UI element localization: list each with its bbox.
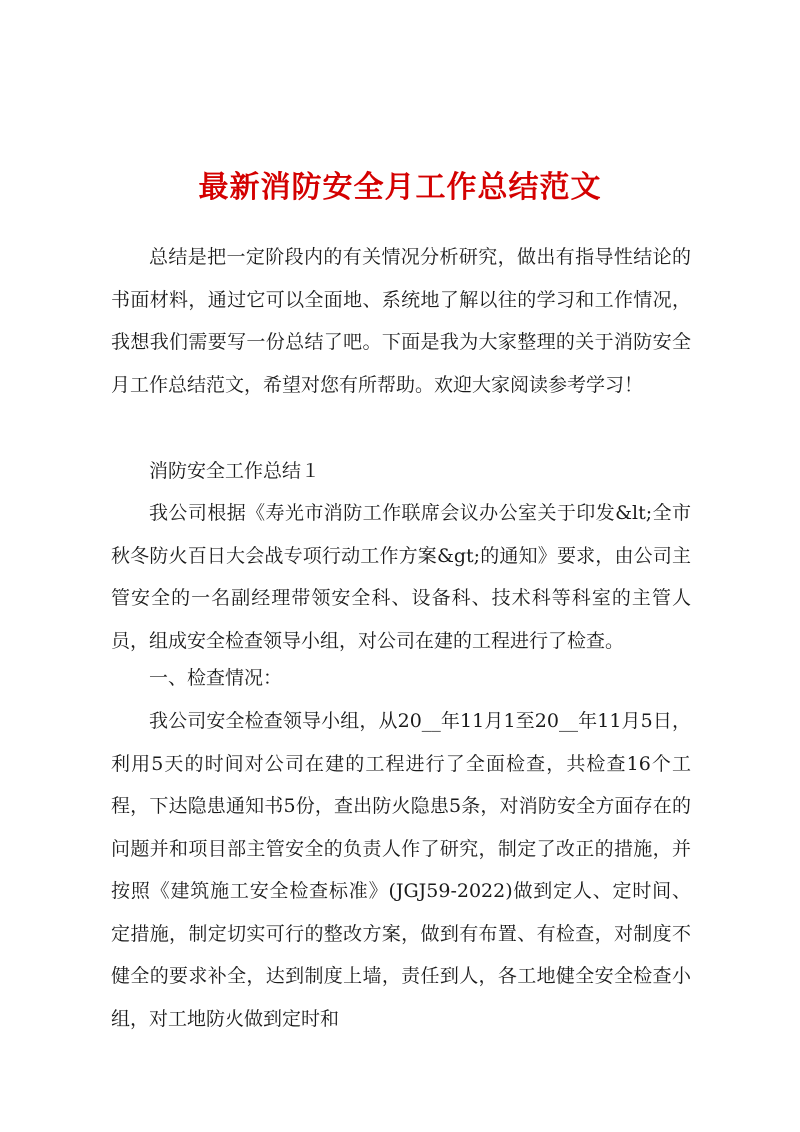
- paragraph-notice: 我公司根据《寿光市消防工作联席会议办公室关于印发&lt;全市秋冬防火百日大会战专项行动工作方案&gt;的通知》要求，由公司主管安全的一名副经理带领安全科、设备科、技术科等科室的主管人员，组成安全检查领导小组，对公司在建的工程进行了检查。: [111, 502, 691, 652]
- subheading-inspection: 一、检查情况：: [149, 667, 283, 689]
- paragraph-inspection: 我公司安全检查领导小组，从20__年11月1至20__年11月5日，利用5天的时间对公司在建的工程进行了全面检查，共检查16个工程，下达隐患通知书5份，查出防火隐患5条，对消防安全方面存在的问题并和项目部主管安全的负责人作了研究，制定了改正的措施，并按照《建筑施工安全检查标准》(JGJ59-2022)做到定人、定时间、定措施，制定切实可行的整改方案，做到有布置、有检查，对制度不健全的要求补全，达到制度上墙，责任到人，各工地健全安全检查小组，对工地防火做到定时和: [111, 710, 691, 1030]
- intro-paragraph: 总结是把一定阶段内的有关情况分析研究，做出有指导性结论的书面材料，通过它可以全面地、系统地了解以往的学习和工作情况，我想我们需要写一份总结了吧。下面是我为大家整理的关于消防安全月工作总结范文，希望对您有所帮助。欢迎大家阅读参考学习！: [111, 246, 691, 396]
- document-title: 最新消防安全月工作总结范文: [198, 170, 602, 205]
- section-title: 消防安全工作总结１: [149, 460, 321, 482]
